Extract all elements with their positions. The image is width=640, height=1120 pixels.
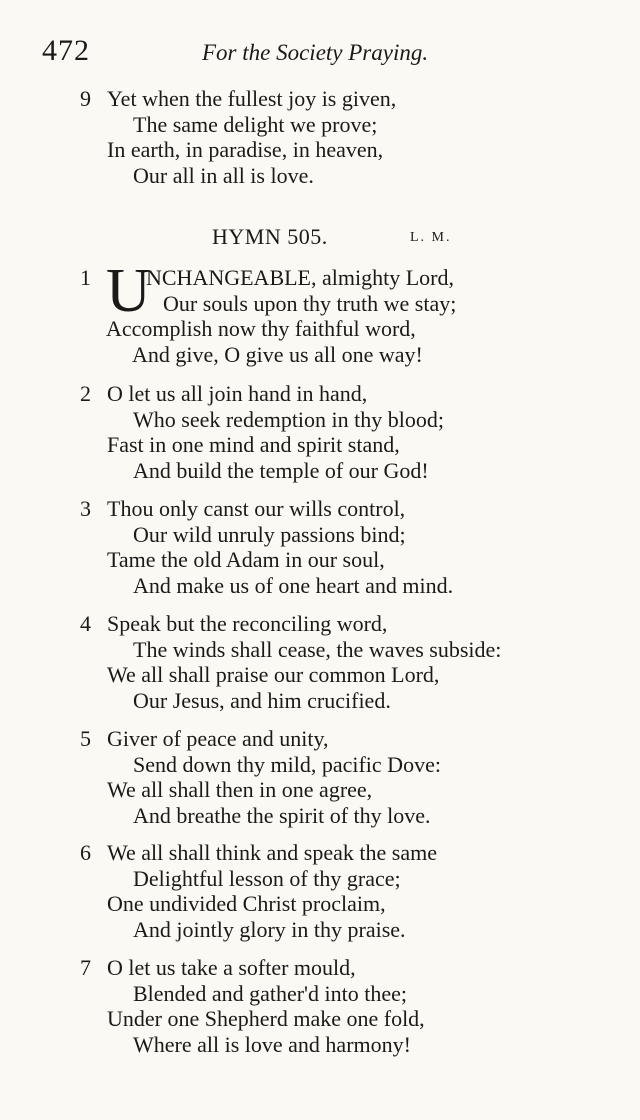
drop-cap: U: [106, 257, 151, 325]
verse-3: [80, 496, 620, 598]
verse-line: O let us all join hand in hand,: [107, 381, 368, 406]
hymn-meter: L. M.: [410, 230, 452, 245]
verse-7: [80, 955, 620, 1057]
page-number: 472: [42, 34, 90, 67]
verse-line: And make us of one heart and mind.: [133, 572, 454, 598]
verse-line: Accomplish now thy faithful word,: [106, 316, 416, 341]
verse-line: Giver of peace and unity,: [107, 726, 329, 751]
verse-number: 2: [80, 381, 91, 406]
hymn-title: HYMN 505.: [212, 224, 328, 249]
verse-line: The same delight we prove;: [133, 111, 378, 137]
verse-line: And build the temple of our God!: [133, 457, 429, 483]
verse-2: [80, 381, 620, 483]
verse-line: Tame the old Adam in our soul,: [107, 547, 385, 572]
verse-line: We all shall think and speak the same: [107, 840, 437, 865]
verse-line: Fast in one mind and spirit stand,: [107, 432, 400, 457]
verse-9: [80, 86, 620, 188]
verse-line: One undivided Christ proclaim,: [107, 891, 386, 916]
verse-line: We all shall praise our common Lord,: [107, 662, 440, 687]
verse-line: And jointly glory in thy praise.: [133, 916, 406, 942]
verse-number: 5: [80, 726, 91, 751]
running-title: For the Society Praying.: [202, 40, 429, 65]
verse-number: 6: [80, 840, 91, 865]
verse-number: 7: [80, 955, 91, 980]
verse-line: Send down thy mild, pacific Dove:: [133, 751, 441, 777]
verse-line: Thou only canst our wills control,: [107, 496, 406, 521]
verse-line: Under one Shepherd make one fold,: [107, 1006, 425, 1031]
verse-line: Speak but the reconciling word,: [107, 611, 388, 636]
verse-1: [106, 291, 456, 368]
verse-line: And breathe the spirit of thy love.: [133, 802, 431, 828]
verse-line: Delightful lesson of thy grace;: [133, 865, 401, 891]
verse-number: 3: [80, 496, 91, 521]
verse-line: Who seek redemption in thy blood;: [133, 406, 444, 432]
verse-line: Our wild unruly passions bind;: [133, 521, 406, 547]
verse-line: Our souls upon thy truth we stay;: [163, 290, 457, 316]
verse-line: Blended and gather'd into thee;: [133, 980, 407, 1006]
verse-number: 9: [80, 86, 91, 111]
page-header: [42, 34, 602, 68]
verse-line: And give, O give us all one way!: [132, 341, 423, 367]
verse-line: We all shall then in one agree,: [107, 777, 373, 802]
verse-line: The winds shall cease, the waves subside:: [133, 636, 502, 662]
verse-line: Where all is love and harmony!: [133, 1031, 411, 1057]
verse-number: 4: [80, 611, 91, 636]
verse-number: 1: [80, 265, 91, 290]
verse-line: Our Jesus, and him crucified.: [133, 687, 391, 713]
verse-6: [80, 840, 620, 942]
verse-line: In earth, in paradise, in heaven,: [107, 137, 384, 162]
verse-line: Our all in all is love.: [133, 162, 314, 188]
verse-line: NCHANGEABLE, almighty Lord,: [146, 265, 454, 290]
verse-4: [80, 611, 620, 713]
verse-line: O let us take a softer mould,: [107, 955, 356, 980]
verse-5: [80, 726, 620, 828]
verse-line: Yet when the fullest joy is given,: [107, 86, 397, 111]
